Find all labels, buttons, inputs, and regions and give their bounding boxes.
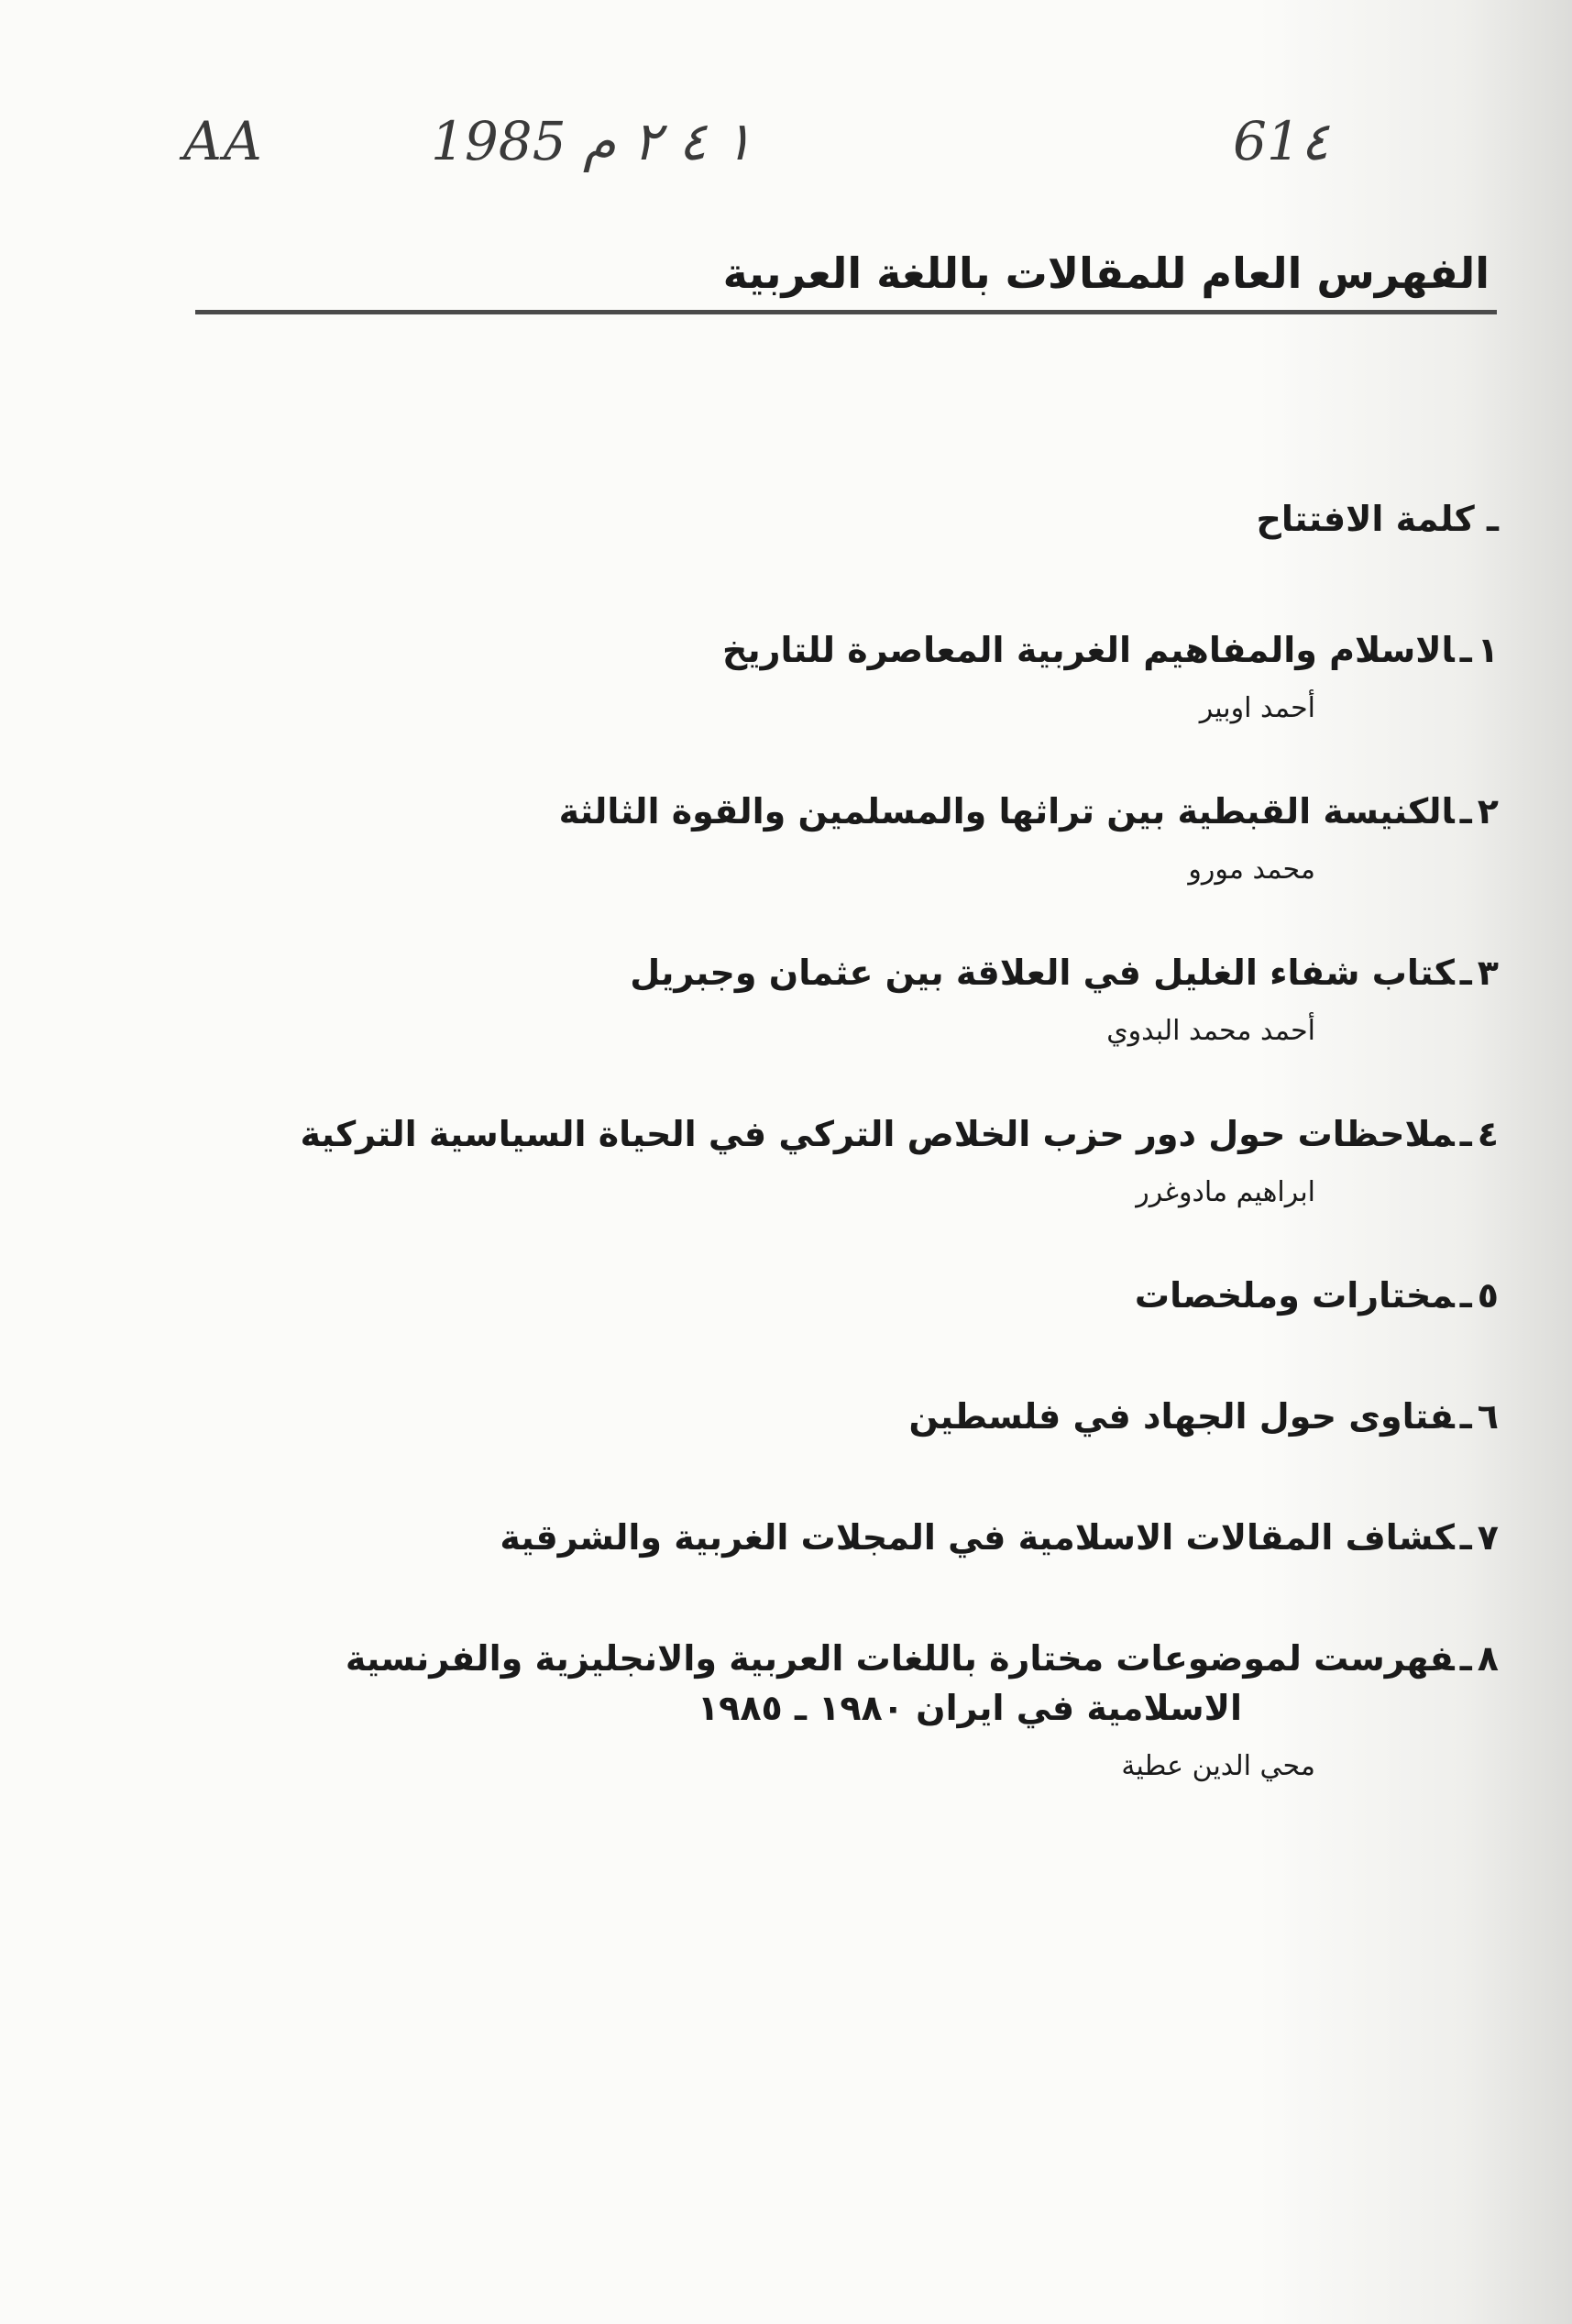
entry-number: ١ (1477, 630, 1499, 670)
entry-author: محمد مورو (1188, 854, 1315, 886)
toc-entry-7 (234, 1513, 1499, 1562)
entry-title-text: ملاحظات حول دور حزب الخلاص التركي في الحياة السياسية التركية (300, 1114, 1455, 1154)
handwritten-number: 61٤ (1233, 110, 1329, 172)
entry-title (234, 1513, 1499, 1562)
toc-entry-3 (234, 948, 1499, 1052)
handwritten-annotation (183, 110, 1338, 193)
entry-title (234, 1271, 1499, 1320)
entry-number: ٢ (1477, 791, 1499, 832)
entry-dash: ـ (1459, 1638, 1472, 1679)
entry-title (234, 787, 1499, 836)
entry-title (234, 1392, 1499, 1441)
entry-number: ٣ (1477, 953, 1499, 993)
entry-number: ٨ (1477, 1638, 1499, 1679)
entry-title-text: فتاوى حول الجهاد في فلسطين (908, 1396, 1455, 1437)
entry-dash: ـ (1459, 1396, 1472, 1437)
entry-title-text: كتاب شفاء الغليل في العلاقة بين عثمان وجبريل (630, 953, 1455, 993)
entry-dash: ـ (1459, 791, 1472, 832)
toc-entry-2 (234, 787, 1499, 891)
entry-number: ٥ (1477, 1275, 1499, 1316)
entry-dash: ـ (1459, 1114, 1472, 1154)
entry-title-text: فهرست لموضوعات مختارة باللغات العربية والانجليزية والفرنسية (345, 1638, 1455, 1679)
entry-title (234, 1634, 1499, 1683)
toc-entry-1 (234, 625, 1499, 730)
toc-entry-6 (234, 1392, 1499, 1441)
table-of-contents (234, 495, 1499, 1845)
handwritten-date: ١ ٤ ٢ م 1985 (431, 110, 753, 172)
handwritten-code: AA (183, 110, 264, 172)
toc-entry-4 (234, 1109, 1499, 1214)
entry-title (234, 1109, 1499, 1159)
entry-dash: ـ (1459, 630, 1472, 670)
header-divider (195, 310, 1497, 314)
entry-author: أحمد محمد البدوي (1106, 1015, 1315, 1047)
entry-title-text: الكنيسة القبطية بين تراثها والمسلمين والقوة الثالثة (558, 791, 1455, 832)
entry-title (234, 948, 1499, 997)
entry-number: ٦ (1477, 1396, 1499, 1437)
entry-number: ٧ (1477, 1517, 1499, 1558)
toc-entry-5 (234, 1271, 1499, 1320)
entry-author: ابراهيم مادوغرر (1136, 1176, 1315, 1208)
page-title: الفهرس العام للمقالات باللغة العربية (722, 248, 1490, 298)
entry-title-text: كشاف المقالات الاسلامية في المجلات الغربية والشرقية (500, 1517, 1455, 1558)
entry-dash: ـ (1459, 1517, 1472, 1558)
entry-title-text: الاسلام والمفاهيم الغربية المعاصرة للتاريخ (721, 630, 1455, 670)
page-header (195, 246, 1497, 314)
entry-title-text: مختارات وملخصات (1134, 1275, 1455, 1316)
entry-dash: ـ (1459, 1275, 1472, 1316)
entry-title (234, 625, 1499, 675)
toc-entry-8 (234, 1634, 1499, 1788)
entry-author: محي الدين عطية (1121, 1750, 1315, 1782)
entry-dash: ـ (1459, 953, 1472, 993)
entry-author: أحمد اوبير (1199, 692, 1315, 724)
opening-entry: ـ كلمة الافتتاح (1256, 499, 1499, 539)
entry-subtitle: الاسلامية في ايران ١٩٨٠ ـ ١٩٨٥ (697, 1688, 1242, 1728)
entry-number: ٤ (1477, 1114, 1499, 1154)
